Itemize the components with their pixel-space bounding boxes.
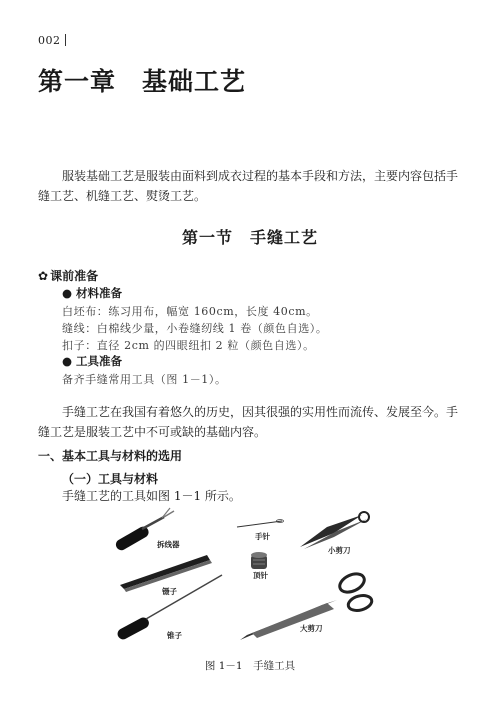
page-number: 002 xyxy=(38,34,61,47)
figure-caption: 图 1－1 手缝工具 xyxy=(204,660,296,672)
thimble-illustration xyxy=(251,552,267,569)
bullet-icon: ● xyxy=(62,354,73,368)
flower-icon: ✿ xyxy=(38,269,49,283)
tools-figure xyxy=(112,505,377,645)
needle-illustration xyxy=(237,520,284,527)
label-small-scissors: 小剪刀 xyxy=(328,546,351,555)
tool-item: 备齐手缝常用工具（图 1－1）。 xyxy=(62,373,227,386)
materials-heading-text: 材料准备 xyxy=(76,286,123,300)
tools-heading xyxy=(62,353,122,369)
label-large-scissors: 大剪刀 xyxy=(300,624,323,633)
label-seam-ripper: 拆线器 xyxy=(157,540,180,549)
material-item: 缝线：白棉线少量，小卷缝纫线 1 卷（颜色自选）。 xyxy=(62,322,328,335)
bullet-icon: ● xyxy=(62,286,73,300)
label-awl: 锥子 xyxy=(167,631,182,640)
heading-level-1: 一、基本工具与材料的选用 xyxy=(38,449,183,463)
label-needle: 手针 xyxy=(255,532,270,541)
prep-heading xyxy=(38,267,98,284)
label-thimble: 顶针 xyxy=(253,571,268,580)
materials-heading xyxy=(62,285,122,301)
body-paragraph: 手缝工艺在我国有着悠久的历史，因其很强的实用性而流传、发展至今。手缝工艺是服装工艺中不可或缺的基础内容。 xyxy=(38,405,459,439)
heading-level-2: （一）工具与材料 xyxy=(62,472,159,486)
prep-heading-text: 课前准备 xyxy=(50,269,99,283)
section-title: 第一节 手缝工艺 xyxy=(181,228,318,247)
small-scissors-illustration xyxy=(300,512,369,549)
material-item: 扣子：直径 2cm 的四眼纽扣 2 粒（颜色自选）。 xyxy=(62,339,315,352)
chapter-title: 第一章 基础工艺 xyxy=(38,67,247,96)
tools-heading-text: 工具准备 xyxy=(76,354,123,368)
label-tweezers: 镊子 xyxy=(162,587,177,596)
intro-paragraph: 服装基础工艺是服装由面料到成衣过程的基本手段和方法，主要内容包括手缝工艺、机缝工艺、熨烫工艺。 xyxy=(38,169,459,203)
body-line: 手缝工艺的工具如图 1－1 所示。 xyxy=(62,489,241,503)
header-divider xyxy=(65,34,66,46)
material-item: 白坯布：练习用布，幅宽 160cm，长度 40cm。 xyxy=(62,305,318,318)
